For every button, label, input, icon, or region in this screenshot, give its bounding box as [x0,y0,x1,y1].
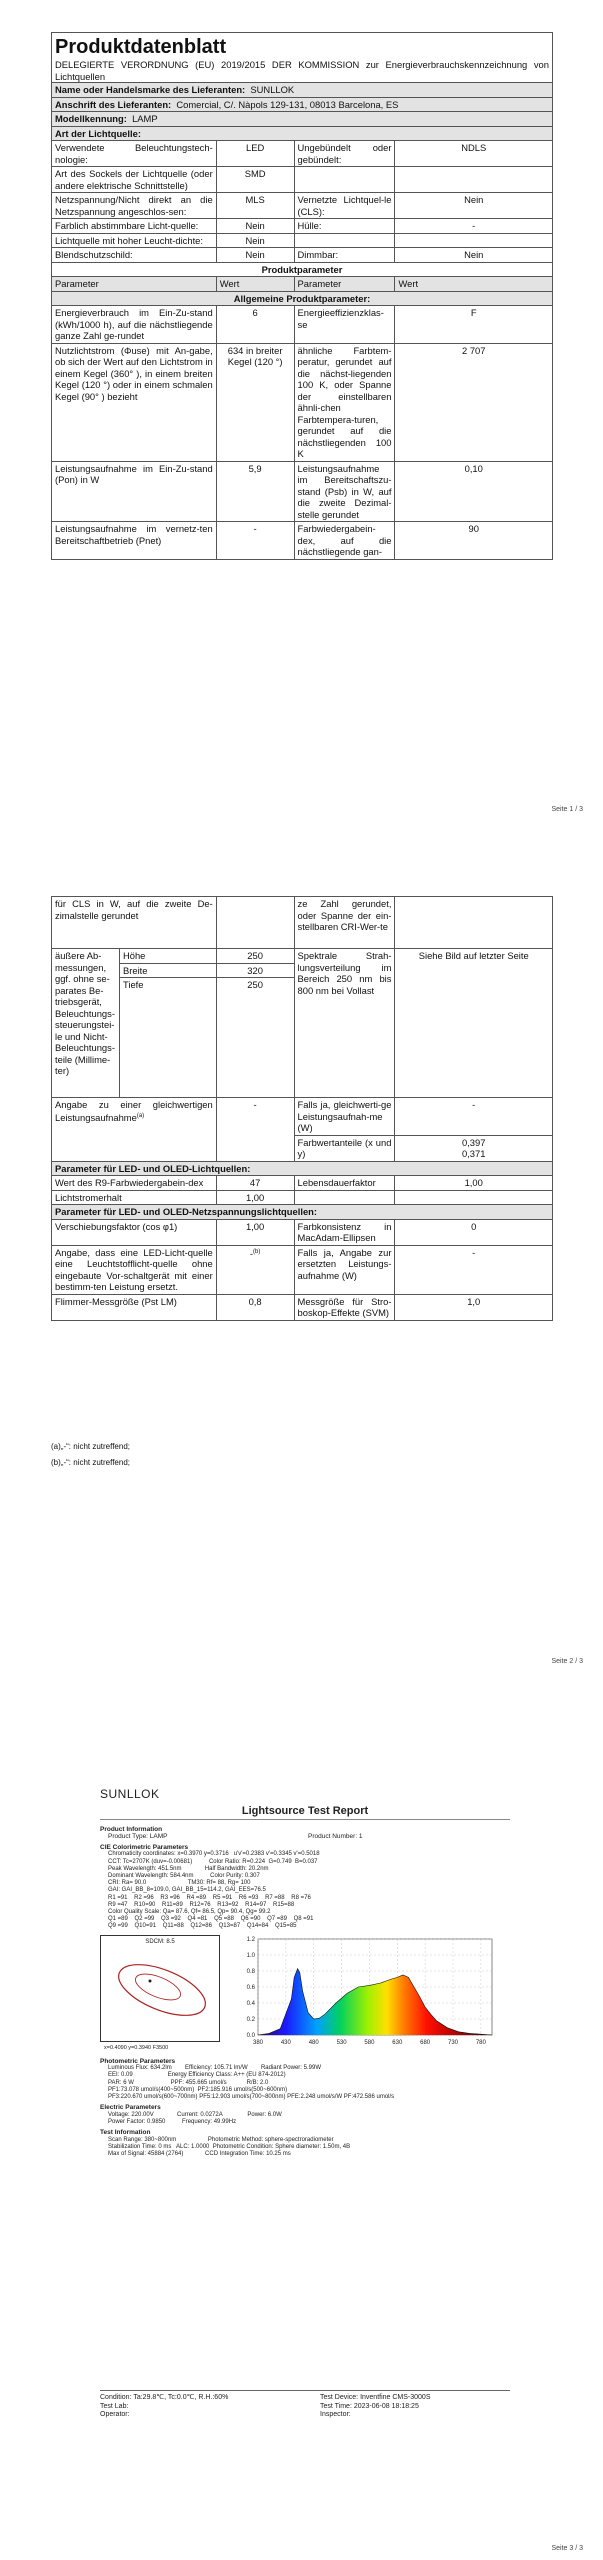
feature-value: Nein [216,233,294,248]
cie-diagram [100,1935,220,2051]
x-tick-label: 680 [420,2039,431,2046]
feature-value: SMD [216,167,294,193]
cie-lines-line: R9 =47 R10=90 R11=89 R12=76 R13=92 R14=97 R15=88 [108,1901,295,1908]
general-parameters-header: Allgemeine Produktparameter: [52,291,553,306]
feature-label: Blendschutzschild: [52,248,217,263]
spectrum-chart [230,1935,500,2055]
feature-value-2: - [395,219,553,234]
param-label-2: Leistungsaufnahme im Bereitschaftszu-stand (Psb) in W, auf die zweite Dezimal-stelle gerundet [294,461,395,522]
condition: Condition: Ta:29.8℃, Tc:0.0℃, R.H.:60% [100,2394,229,2401]
x-tick-label: 530 [336,2039,347,2046]
spectral-value: Siehe Bild auf letzter Seite [395,949,553,1098]
feature-value: LED [216,141,294,167]
equiv-power-value: - [216,1098,294,1162]
electric-header: Electric Parameters [100,2104,161,2112]
test-time: Test Time: 2023-06-08 18:18:25 [320,2402,419,2410]
dim-depth-label: Tiefe [119,978,216,1098]
supplier-value: SUNLLOK [250,84,295,95]
param-value-2: F [395,306,553,344]
svm-label: Messgröße für Stro-boskop-Effekte (SVM) [294,1294,395,1320]
param-value-2: 0,10 [395,461,553,522]
macadam-label: Farbkonsistenz in MacAdam-Ellipsen [294,1219,395,1245]
feature-value: Nein [216,248,294,263]
sdcm-label: SDCM: 8.5 [145,1938,175,1945]
y-tick-label: 0.4 [246,2000,255,2007]
feature-value: Nein [216,219,294,234]
charts-area [100,1935,510,2055]
photo-lines-line: PF3:220.670 umol/s(600~700nm) PF5:12.903 umol/s(700~800nm) PFE:2.248 umol/s/W PF:472.586 umol/s [108,2094,395,2101]
lifetime-label: Lebensdauerfaktor [294,1176,395,1191]
feature-value-2: NDLS [395,141,553,167]
equiv-watt-label: Falls ja, gleichwerti-ge Leistungsaufnah-me (W) [294,1098,395,1136]
lifetime-value: 1,00 [395,1176,553,1191]
feature-label-2: Ungebündelt oder gebündelt: [294,141,395,167]
dim-width-value: 320 [216,963,294,978]
test-lab: Test Lab: [100,2402,129,2410]
param-value: 5,9 [216,461,294,522]
r9-value: 47 [216,1176,294,1191]
flicker-value: 0,8 [216,1294,294,1320]
feature-label: Art des Sockels der Lichtquelle (oder andere elektrische Schnittstelle) [52,167,217,193]
replacement-watt-label: Falls ja, Angabe zur ersetzten Leistungs-aufnahme (W) [294,1245,395,1294]
inspector: Inspector: [320,2411,351,2418]
y-tick-label: 1.0 [246,1952,255,1959]
photo-lines-line: PF1:73.078 umol/s(400~500nm) PF2:185.916 umol/s(500~600nm) [108,2086,288,2093]
equiv-watt-value: - [395,1098,553,1136]
lightsource-type-label: Art der Lichtquelle: [52,126,553,141]
regulation-text: DELEGIERTE VERORDNUNG (EU) 2019/2015 DER KOMMISSION zur Energieverbrauchskennzeichnung von Lichtquellen [55,59,549,82]
brand-logo-text: SUNLLOK [100,1787,160,1801]
feature-value-2 [395,167,553,193]
cie-lines-line: Color Quality Scale: Qa= 87.6, Qf= 86.5, Qp= 90.4, Qg= 99.2 [108,1909,271,1915]
page-3 [0,1740,603,2560]
chroma-label: Farbwertanteile (x und y) [294,1135,395,1161]
page-2 [0,880,603,1670]
report-footer [100,2390,510,2420]
param-label: Leistungsaufnahme im Ein-Zu-stand (Pon) in W [52,461,217,522]
photo-lines-line: Luminous Flux: 634.2lm Efficiency: 105.71 lm/W Radiant Power: 5.99W [108,2065,321,2072]
param-value: 634 in breiter Kegel (120 °) [216,343,294,461]
led-params-header: Parameter für LED- und OLED-Lichtquellen: [52,1161,553,1176]
dimensions-label: äußere Ab-messungen, ggf. ohne se-parates Be-triebsgerät, Beleuchtungs-steuerungstei-le und Nicht-Beleuchtungs-teile (Millime-ter) [52,949,120,1098]
macadam-value: 0 [395,1219,553,1245]
x-tick-label: 480 [308,2039,319,2046]
x-tick-label: 380 [252,2039,264,2046]
test-device: Test Device: Inventfine CMS-3000S [320,2394,431,2401]
lumen-maint-value: 1,00 [216,1190,294,1205]
dim-height-label: Höhe [119,949,216,964]
photometric-header: Photometric Parameters [100,2057,176,2065]
test-report [100,1805,510,2158]
cie-lines-line: CRI: Ra= 90.0 TM30: Rf= 88, Rg= 100 [108,1880,251,1887]
test-lines-line: Max of Signal: 45884 (2764) CCD Integration Time: 10.25 ms [108,2151,291,2158]
cie-lines-line: Chromaticity coordinates: x=0.3970 y=0.3716 u'v'=0.2383 v'=0.3345 v'=0.5018 [108,1851,320,1858]
param-label-2: Farbwiedergabein-dex, auf die nächstliegende gan- [294,522,395,560]
param-value-2: 2 707 [395,343,553,461]
product-parameters-header: Produktparameter [52,262,553,277]
cie-lines-line: CCT: Tc=2707K (duv=-0.00681) Color Ratio: R=0.224 G=0.749 B=0.037 [108,1858,318,1865]
test-lines-line: Stabilization Time: 0 ms ALC: 1.0000 Photometric Condition: Sphere diameter: 1.50m, 4B [108,2144,351,2151]
hdr-param-1: Parameter [52,277,217,292]
continued-left: für CLS in W, auf die zweite De-zimalstelle gerundet [52,897,217,949]
cos-phi-value: 1,00 [216,1219,294,1245]
param-label: Leistungsaufnahme im vernetz-ten Bereitschaftbetrieb (Pnet) [52,522,217,560]
param-value-2: 90 [395,522,553,560]
cie-lines-line: Peak Wavelength: 451.5nm Half Bandwidth: 20.2nm [108,1865,269,1872]
chroma-values [395,1135,553,1161]
test-info-header: Test Information [100,2129,151,2137]
feature-label-2 [294,233,395,248]
cie-lines-line: Dominant Wavelength: 584.4nm Color Purity: 0.307 [108,1872,260,1879]
footnote-a: (a)„-“: nicht zutreffend; [51,1442,130,1451]
x-tick-label: 730 [447,2039,459,2046]
y-tick-label: 1.2 [246,1936,255,1943]
datasheet-table-2 [51,896,553,1321]
dim-depth-value: 250 [216,978,294,1098]
feature-label: Lichtquelle mit hoher Leucht-dichte: [52,233,217,248]
page-number: Seite 1 / 3 [551,806,583,813]
lumen-maint-label: Lichtstromerhalt [52,1190,217,1205]
continued-right: ze Zahl gerundet, oder Spanne der ein-stellbaren CRI-Wer-te [294,897,395,949]
cos-phi-label: Verschiebungsfaktor (cos φ1) [52,1219,217,1245]
cie-header: CIE Colorimetric Parameters [100,1843,189,1851]
param-label-2: ähnliche Farbtem-peratur, gerundet auf die nächst-liegenden 100 K, oder Spanne der einstellbaren ähnli-chen Farbtempera-turen, gerundet auf die nächstliegenden 100 K [294,343,395,461]
photo-lines-line: EEI: 0.09 Energy Efficiency Class: A++ (EU 874-2012) [108,2072,286,2079]
param-value: 6 [216,306,294,344]
feature-label-2: Hülle: [294,219,395,234]
chroma-x: 0,397 [461,1136,486,1148]
feature-value: MLS [216,193,294,219]
r9-label: Wert des R9-Farbwiedergabein-dex [52,1176,217,1191]
elec-lines-line: Power Factor: 0.9850 Frequency: 49.99Hz [108,2119,237,2126]
cie-coord-label: x=0.4090 y=0.3940 F3500 [104,2044,169,2051]
photo-lines-line: PAR: 6 W PPF: 455.665 umol/s R/B: 2.0 [108,2079,269,2086]
y-tick-label: 0.6 [246,1984,255,1991]
feature-label: Farblich abstimmbare Licht-quelle: [52,219,217,234]
chroma-y: 0,371 [461,1148,486,1159]
feature-value-2: Nein [395,248,553,263]
cie-lines-line: GAI: GAI_BB_8=109.0, GAI_BB_15=114.2, GAI_EES=76.5 [108,1887,266,1894]
replacement-value: -$^{(b)}$ [216,1245,294,1294]
equiv-power-label: Angabe zu einer gleichwertigen Leistungsaufnahme$^{(a)}$ [52,1098,217,1162]
spectral-label: Spektrale Strah-lungsverteilung im Bereich 250 nm bis 800 nm bei Vollast [294,949,395,1098]
supplier-label: Name oder Handelsmarke des Lieferanten: [55,84,246,95]
address-value: Comercial, C/. Nàpols 129-131, 08013 Barcelona, ES [176,98,399,110]
page-number: Seite 2 / 3 [551,1658,583,1665]
x-tick-label: 580 [364,2039,375,2046]
svm-value: 1,0 [395,1294,553,1320]
feature-value-2 [395,233,553,248]
mains-params-header: Parameter für LED- und OLED-Netzspannungslichtquellen: [52,1205,553,1220]
replacement-watt-value: - [395,1245,553,1294]
y-tick-label: 0.8 [246,1968,255,1975]
product-info-header: Product Information [100,1825,163,1833]
datasheet-title: Produktdatenblatt [55,36,227,58]
param-label-2: Energieeffizienzklas-se [294,306,395,344]
y-tick-label: 0.0 [246,2032,255,2039]
x-tick-label: 430 [280,2039,291,2046]
feature-label-2 [294,167,395,193]
feature-value-2: Nein [395,193,553,219]
hdr-wert-1: Wert [216,277,294,292]
flicker-label: Flimmer-Messgröße (Pst LM) [52,1294,217,1320]
footnote-b: (b)„-“: nicht zutreffend; [51,1458,130,1467]
page-number: Seite 3 / 3 [551,2545,583,2552]
feature-label-2: Vernetzte Lichtquel-le (CLS): [294,193,395,219]
model-value: LAMP [132,113,158,124]
cie-lines-line: Q1 =89 Q2 =99 Q3 =92 Q4 =81 Q5 =88 Q6 =90 Q7 =89 Q8 =91 [108,1916,314,1923]
param-value: - [216,522,294,560]
cie-lines-line: Q9 =99 Q10=91 Q11=88 Q12=86 Q13=87 Q14=84 Q15=85 [108,1923,297,1930]
hdr-wert-2: Wert [395,277,553,292]
datasheet-table-1 [51,32,553,560]
feature-label-2: Dimmbar: [294,248,395,263]
param-label: Nutzlichtstrom (Φuse) mit An-gabe, ob sich der Wert auf den Lichtstrom in einem Kegel (360° ), in einem breiten Kegel (120 °) oder in einem schmalen Kegel (90° ) bezieht [52,343,217,461]
replacement-label: Angabe, dass eine LED-Licht-quelle eine Leuchtstofflicht-quelle ohne eingebaute Vor-schaltgerät mit einer bestimm-ten Leistung ersetzt. [52,1245,217,1294]
x-tick-label: 780 [475,2039,486,2046]
address-label: Anschrift des Lieferanten: [55,98,172,110]
feature-label: Verwendete Beleuchtungstech-nologie: [52,141,217,167]
y-tick-label: 0.2 [246,2016,255,2023]
model-label: Modellkennung: [55,113,127,124]
dim-width-label: Breite [119,963,216,978]
measured-point [149,1979,152,1982]
dim-height-value: 250 [216,949,294,964]
test-lines-line: Scan Range: 380~800nm Photometric Method: sphere-spectroradiometer [108,2136,334,2143]
cie-lines-line: R1 =91 R2 =96 R3 =96 R4 =89 R5 =91 R6 =93 R7 =88 R8 =76 [108,1894,311,1901]
param-label: Energieverbrauch im Ein-Zu-stand (kWh/1000 h), auf die nächstliegende ganze Zahl ge-rundet [52,306,217,344]
elec-lines-line: Voltage: 220.00V Current: 0.0272A Power: 6.0W [108,2111,282,2118]
x-tick-label: 630 [392,2039,403,2046]
product-number: Product Number: 1 [308,1833,363,1841]
hdr-param-2: Parameter [294,277,395,292]
page-1 [0,0,603,820]
product-type: Product Type: LAMP [108,1833,168,1841]
operator: Operator: [100,2411,130,2418]
feature-label: Netzspannung/Nicht direkt an die Netzspannung angeschlos-sen: [52,193,217,219]
report-title: Lightsource Test Report [100,1808,510,1820]
